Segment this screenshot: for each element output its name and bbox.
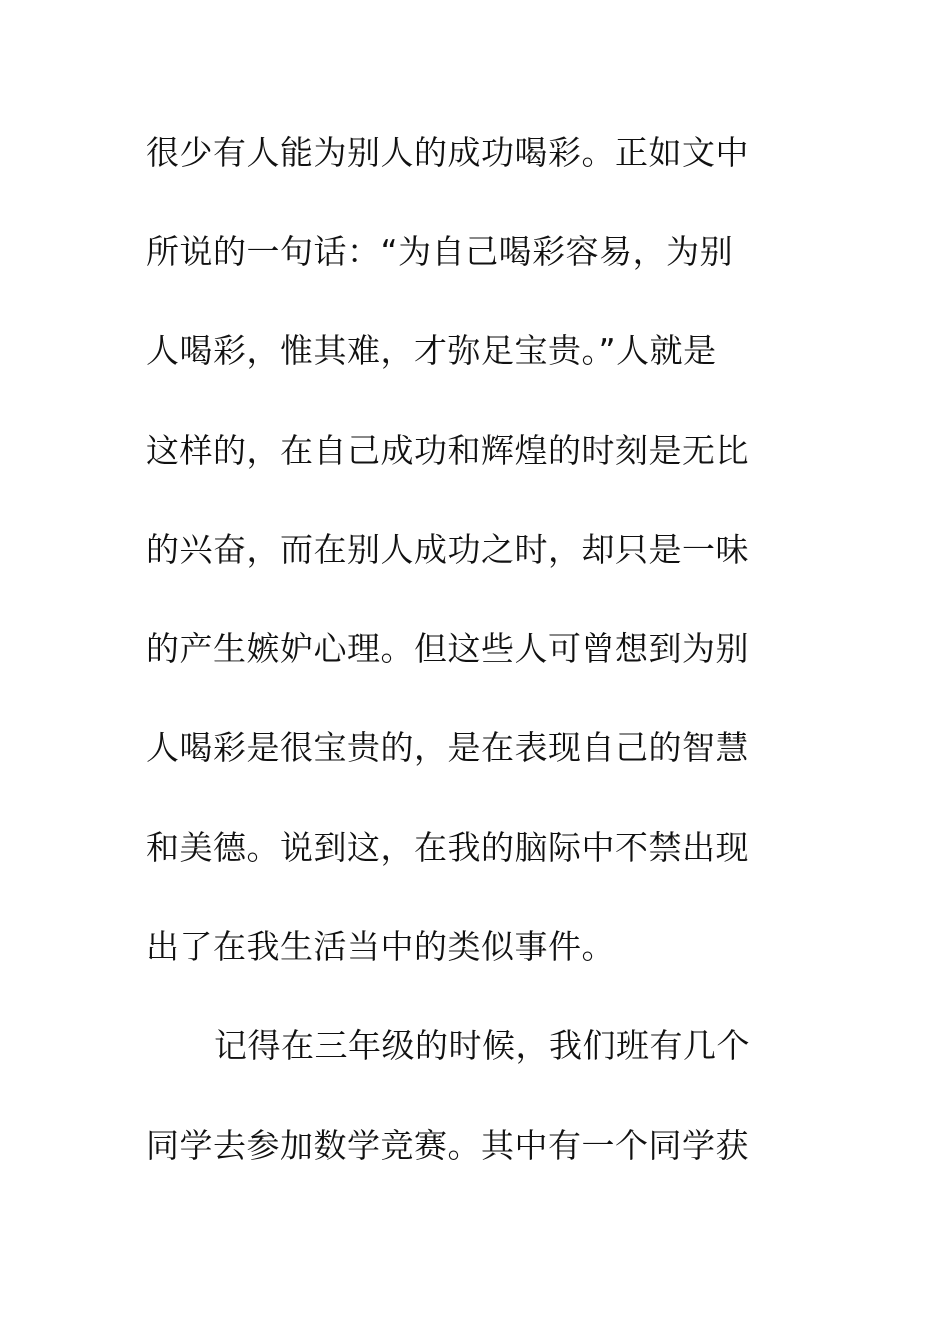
text-line-6: 的产生嫉妒心理。但这些人可曾想到为别 [146,629,749,668]
text-line-8: 和美德。说到这，在我的脑际中不禁出现 [146,828,749,867]
text-line-3: 人喝彩，惟其难，才弥足宝贵。”人就是 [146,331,717,370]
text-line-10: 记得在三年级的时候，我们班有几个 [214,1026,750,1065]
text-line-2: 所说的一句话：“为自己喝彩容易，为别 [146,232,734,271]
text-line-1: 很少有人能为别人的成功喝彩。正如文中 [146,133,749,172]
text-line-11: 同学去参加数学竞赛。其中有一个同学获 [146,1126,749,1165]
text-line-7: 人喝彩是很宝贵的，是在表现自己的智慧 [146,728,749,767]
text-line-5: 的兴奋，而在别人成功之时，却只是一味 [146,530,749,569]
text-line-9: 出了在我生活当中的类似事件。 [146,927,615,966]
text-line-4: 这样的，在自己成功和辉煌的时刻是无比 [146,431,749,470]
